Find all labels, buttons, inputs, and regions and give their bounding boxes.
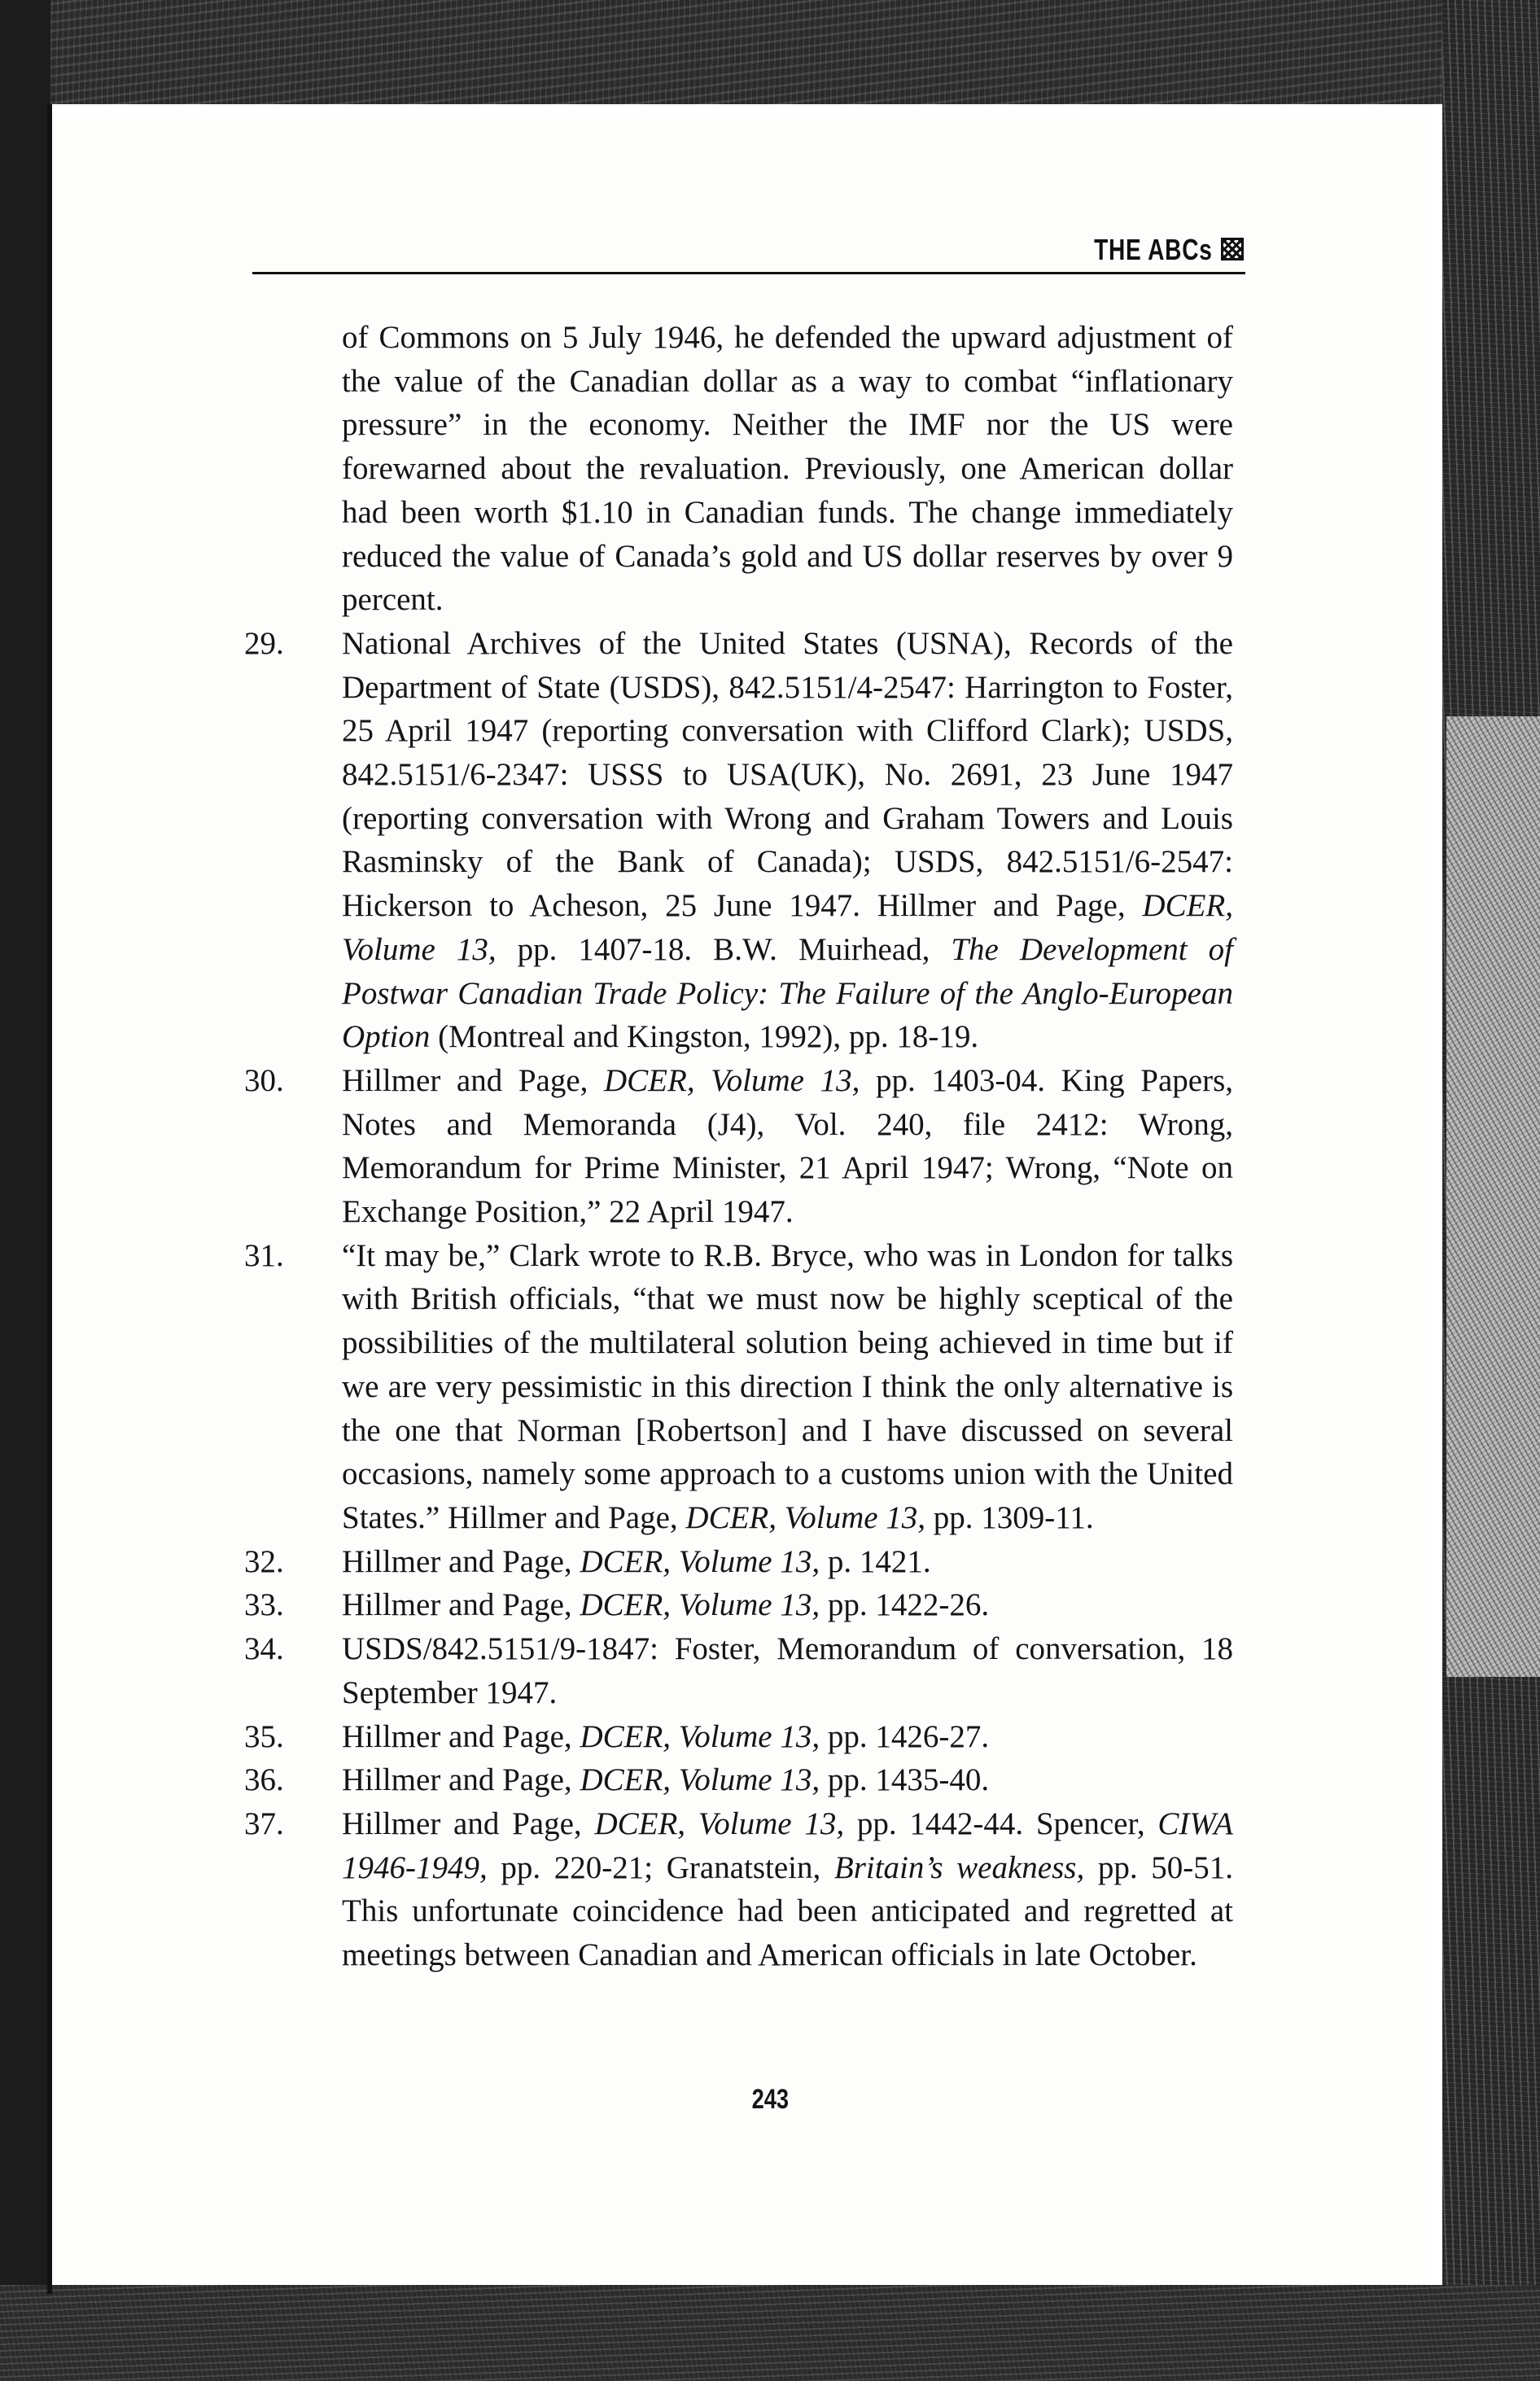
endnote-number: 37. <box>244 1805 284 1841</box>
endnote-text-segment: Hillmer and Page, <box>342 1762 580 1798</box>
endnote-text <box>342 622 1233 1059</box>
endnote-text-segment: pp. 1426-27. <box>820 1718 990 1754</box>
citation-title: CIWA 1946-1949, <box>342 1805 1233 1885</box>
citation-title: The Development of Postwar Canadian Trade Policy: The Failure of the Anglo-European Option <box>342 931 1233 1055</box>
citation-title: Britain’s weakness, <box>833 1849 1085 1885</box>
endnote-text-segment: Hillmer and Page, <box>342 1718 580 1754</box>
scan-border-top <box>0 0 1540 104</box>
citation-title: DCER, Volume 13, <box>580 1543 820 1579</box>
page-number: 243 <box>751 2084 789 2115</box>
endnote-number: 30. <box>244 1062 284 1098</box>
citation-title: DCER, Volume 13, <box>604 1062 860 1098</box>
endnote-text-segment: pp. 50-51. This unfortunate coincidence had been anticipated and regretted at meetings between Canadian and American officials in late October. <box>342 1849 1233 1973</box>
endnote-text-segment: of Commons on 5 July 1946, he defended the upward adjustment of the value of the Canadian dollar as a way to combat “inflationary pressure” in the economy. Neither the IMF nor the US were forewarned about the revaluation. Previously, one American dollar had been worth $1.10 in Canadian funds. The change immediately reduced the value of Canada’s gold and US dollar reserves by over 9 percent. <box>342 320 1233 618</box>
endnote-text <box>342 1758 1233 1802</box>
endnote-text-segment: Hillmer and Page, <box>342 1062 604 1098</box>
citation-title: DCER, Volume 13, <box>594 1805 845 1841</box>
endnote-text-segment: pp. 1435-40. <box>820 1762 990 1798</box>
scan-border-bottom <box>0 2285 1540 2381</box>
running-head-title: THE ABCs <box>1094 233 1213 266</box>
endnote-text <box>342 1715 1233 1759</box>
endnote <box>244 1627 1233 1714</box>
endnote-text <box>342 1802 1233 1977</box>
citation-title: DCER, Volume 13, <box>580 1718 820 1754</box>
endnote-number: 32. <box>244 1543 284 1579</box>
endnote-text-segment: (Montreal and Kingston, 1992), pp. 18-19. <box>430 1019 979 1055</box>
citation-title: DCER, Volume 13, <box>580 1587 820 1623</box>
endnote-text <box>342 1234 1233 1540</box>
endnote-continuation <box>244 316 1233 622</box>
endnote <box>244 1715 1233 1759</box>
endnote <box>244 1540 1233 1584</box>
endnote-text-segment: pp. 1442-44. Spencer, <box>844 1805 1158 1841</box>
citation-title: DCER, Volume 13, <box>342 888 1233 967</box>
endnote <box>244 1583 1233 1627</box>
endnote-number: 29. <box>244 625 284 661</box>
endnote-text-segment: Hillmer and Page, <box>342 1587 580 1623</box>
endnote-text <box>342 1059 1233 1234</box>
endnote <box>244 622 1233 1059</box>
endnote-text-segment: pp. 1422-26. <box>820 1587 990 1623</box>
endnote-text <box>342 1627 1233 1714</box>
endnote-number: 34. <box>244 1631 284 1667</box>
endnote-text-segment: National Archives of the United States (USNA), Records of the Department of State (USDS), 842.5151/4-2547: Harrington to Foster, 25 April 1947 (reporting conversation with Clifford Clark); USDS, 842.5151/6-2347: USSS to USA(UK), No. 2691, 23 June 1947 (reporting conversation with Wrong and Graham Towers and Louis Rasminsky of the Bank of Canada); USDS, 842.5151/6-2547: Hickerson to Acheson, 25 June 1947. Hillmer and Page, <box>342 625 1233 924</box>
endnote <box>244 1758 1233 1802</box>
endnote-text-segment: pp. 1309-11. <box>925 1499 1094 1535</box>
citation-title: DCER, Volume 13, <box>685 1499 926 1535</box>
boxed-cross-ornament-icon <box>1221 238 1244 260</box>
endnote <box>244 1802 1233 1977</box>
scan-border-right-noise <box>1446 716 1540 1677</box>
endnote <box>244 1234 1233 1540</box>
endnote-number: 36. <box>244 1762 284 1798</box>
endnote-text-segment: pp. 220-21; Granatstein, <box>487 1849 834 1885</box>
endnote <box>244 1059 1233 1234</box>
endnote-number: 35. <box>244 1718 284 1754</box>
endnotes-list <box>244 316 1233 1977</box>
endnote-text-segment: USDS/842.5151/9-1847: Foster, Memorandum of conversation, 18 September 1947. <box>342 1631 1233 1710</box>
endnote-text-segment: “It may be,” Clark wrote to R.B. Bryce, who was in London for talks with British officials, “that we must now be highly sceptical of the possibilities of the multilateral solution being achieved in time but if we are very pessimistic in this direction I think the only alternative is the one that Norman [Robertson] and I have discussed on several occasions, namely some approach to a customs union with the United States.” Hillmer and Page, <box>342 1237 1233 1535</box>
scan-border-left <box>0 0 50 2381</box>
running-head <box>252 230 1245 274</box>
endnote-text-segment: Hillmer and Page, <box>342 1805 595 1841</box>
endnote-number: 31. <box>244 1237 284 1273</box>
citation-title: DCER, Volume 13, <box>580 1762 820 1798</box>
endnote-number: 33. <box>244 1587 284 1623</box>
page-left-edge <box>47 104 52 2294</box>
endnote-text-segment: pp. 1403-04. King Papers, Notes and Memoranda (J4), Vol. 240, file 2412: Wrong, Memorandum for Prime Minister, 21 April 1947; Wrong, “Note on Exchange Position,” 22 April 1947. <box>342 1062 1233 1230</box>
endnote-text <box>342 1540 1233 1584</box>
endnote-text-segment: p. 1421. <box>820 1543 931 1579</box>
endnote-text <box>342 1583 1233 1627</box>
endnote-text <box>342 316 1233 622</box>
endnote-text-segment: pp. 1407-18. B.W. Muirhead, <box>496 931 952 967</box>
endnote-text-segment: Hillmer and Page, <box>342 1543 580 1579</box>
